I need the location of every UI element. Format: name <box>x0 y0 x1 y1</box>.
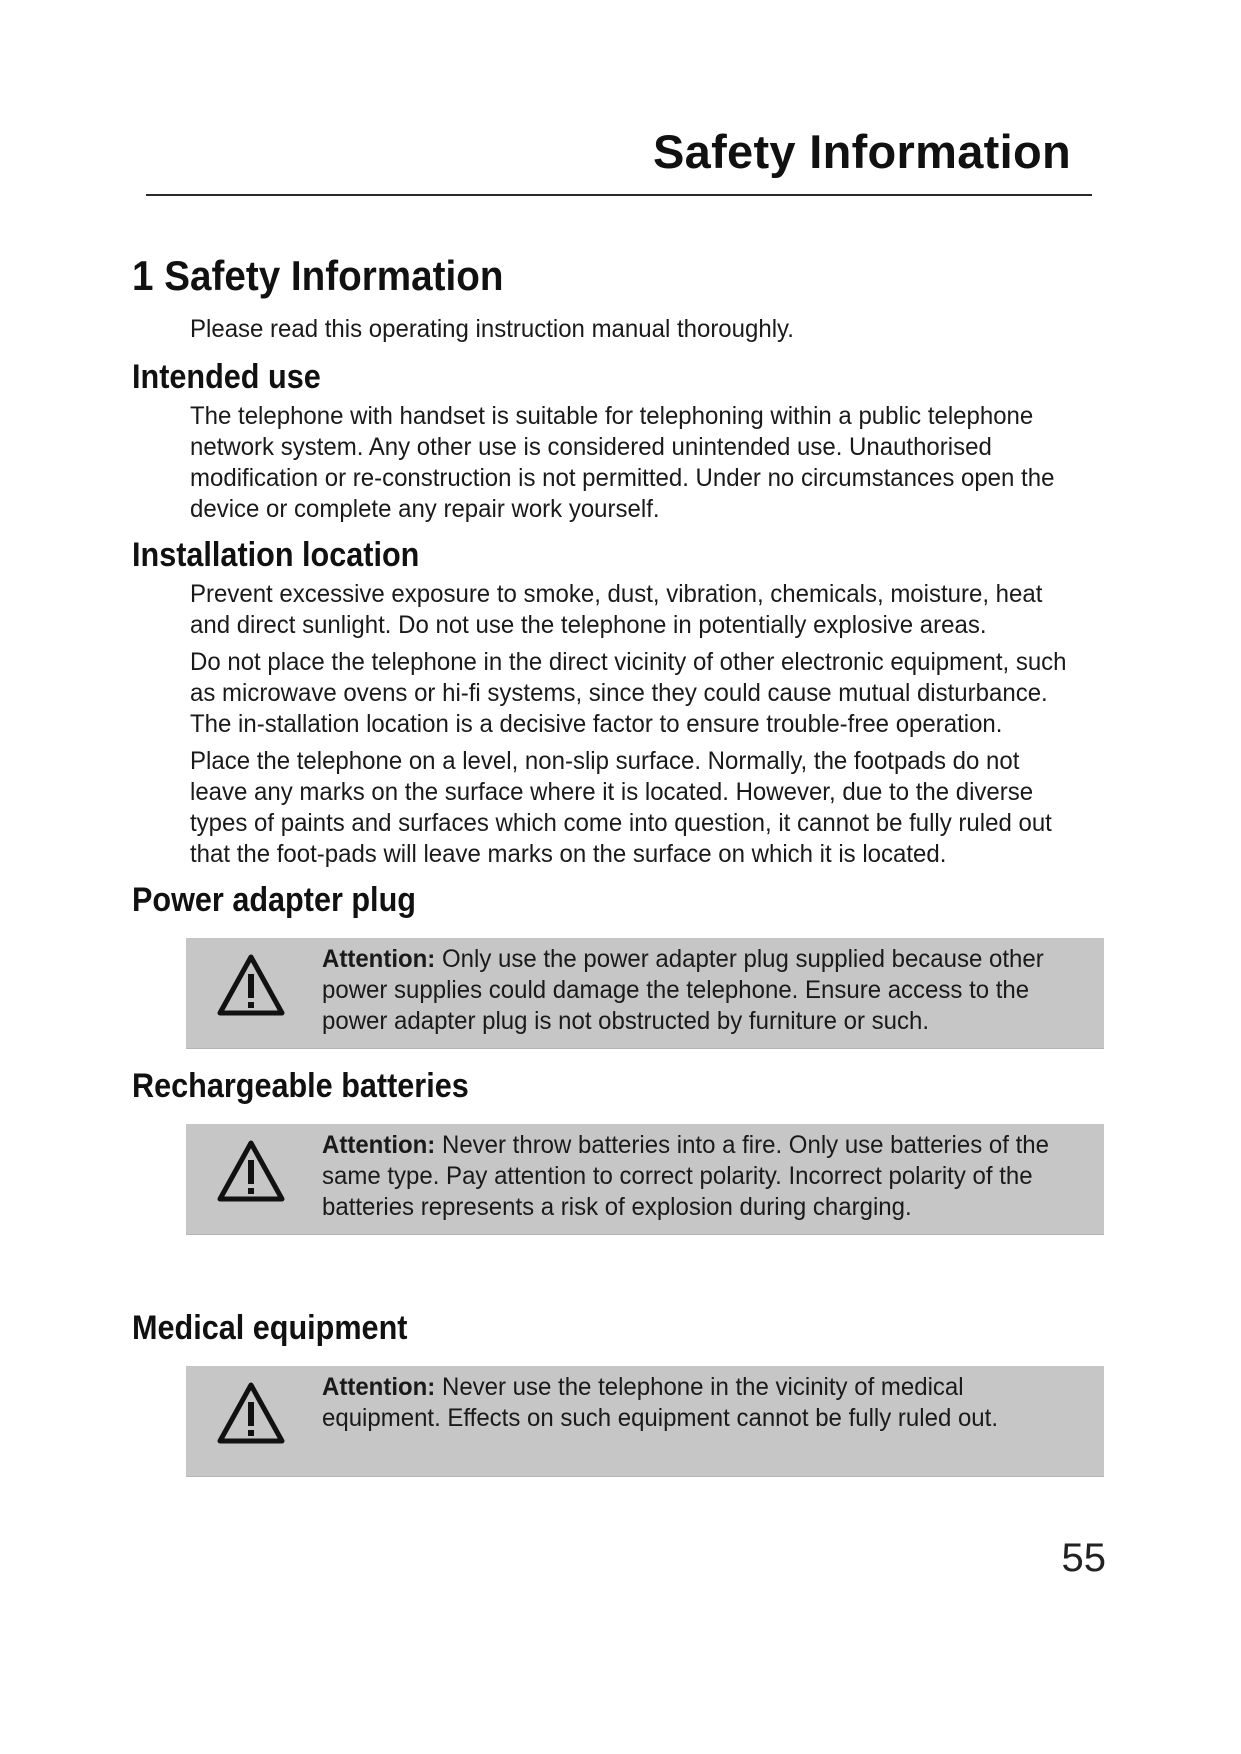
medical-warning-body: Never use the telephone in the vicinity of medical equipment. Effects on such equipment cannot be fully ruled out. <box>322 1373 998 1432</box>
page-content <box>132 248 1112 1490</box>
medical-warning-text <box>322 1372 1061 1434</box>
batteries-warning-text <box>322 1130 1061 1223</box>
attention-label: Attention: <box>322 1131 436 1159</box>
installation-paragraph-1: Prevent excessive exposure to smoke, dust, vibration, chemicals, moisture, heat and direct sunlight. Do not use the telephone in potentially explosive areas. <box>190 580 1043 639</box>
installation-paragraph-3: Place the telephone on a level, non-slip surface. Normally, the footpads do not leave any marks on the surface where it is located. However, due to the diverse types of paints and surfaces which come into question, it cannot be fully ruled out that the foot-pads will leave marks on the surface on which it is located. <box>190 747 1052 868</box>
medical-warning-box <box>186 1366 1104 1476</box>
section-title-batteries: Rechargeable batteries <box>132 1067 469 1105</box>
attention-label: Attention: <box>322 945 436 973</box>
header-divider <box>146 194 1092 196</box>
attention-label: Attention: <box>322 1373 436 1401</box>
section-title-installation-location: Installation location <box>132 536 420 574</box>
warning-triangle-icon <box>216 1380 286 1446</box>
warning-triangle-icon <box>216 952 286 1018</box>
batteries-warning-body: Never throw batteries into a fire. Only use batteries of the same type. Pay attention to correct polarity. Incorrect polarity of the batteries represents a risk of explosion during charging. <box>322 1131 1049 1221</box>
installation-paragraph-2: Do not place the telephone in the direct vicinity of other electronic equipment, such as microwave ovens or hi-fi systems, since they could cause mutual disturbance. The in-stallation location is a decisive factor to ensure trouble-free operation. <box>190 648 1067 738</box>
power-adapter-warning-body: Only use the power adapter plug supplied because other power supplies could damage the telephone. Ensure access to the power adapter plug is not obstructed by furniture or such. <box>322 945 1044 1035</box>
warning-triangle-icon <box>216 1138 286 1204</box>
section-title-intended-use: Intended use <box>132 358 321 396</box>
intended-use-paragraph: The telephone with handset is suitable for telephoning within a public telephone network system. Any other use is considered unintended use. Unauthorised modification or re-construction is not permitted. Under no circumstances open the device or complete any repair work yourself. <box>190 402 1055 523</box>
chapter-title: 1 Safety Information <box>132 252 504 299</box>
section-title-medical: Medical equipment <box>132 1309 408 1347</box>
running-header-title: Safety Information <box>652 125 1071 178</box>
section-title-power-adapter: Power adapter plug <box>132 881 416 919</box>
chapter-intro: Please read this operating instruction manual thoroughly. <box>190 315 794 343</box>
page-number: 55 <box>1061 1536 1106 1580</box>
power-adapter-warning-box <box>186 938 1104 1048</box>
batteries-warning-box <box>186 1124 1104 1234</box>
power-adapter-warning-text <box>322 944 1061 1037</box>
